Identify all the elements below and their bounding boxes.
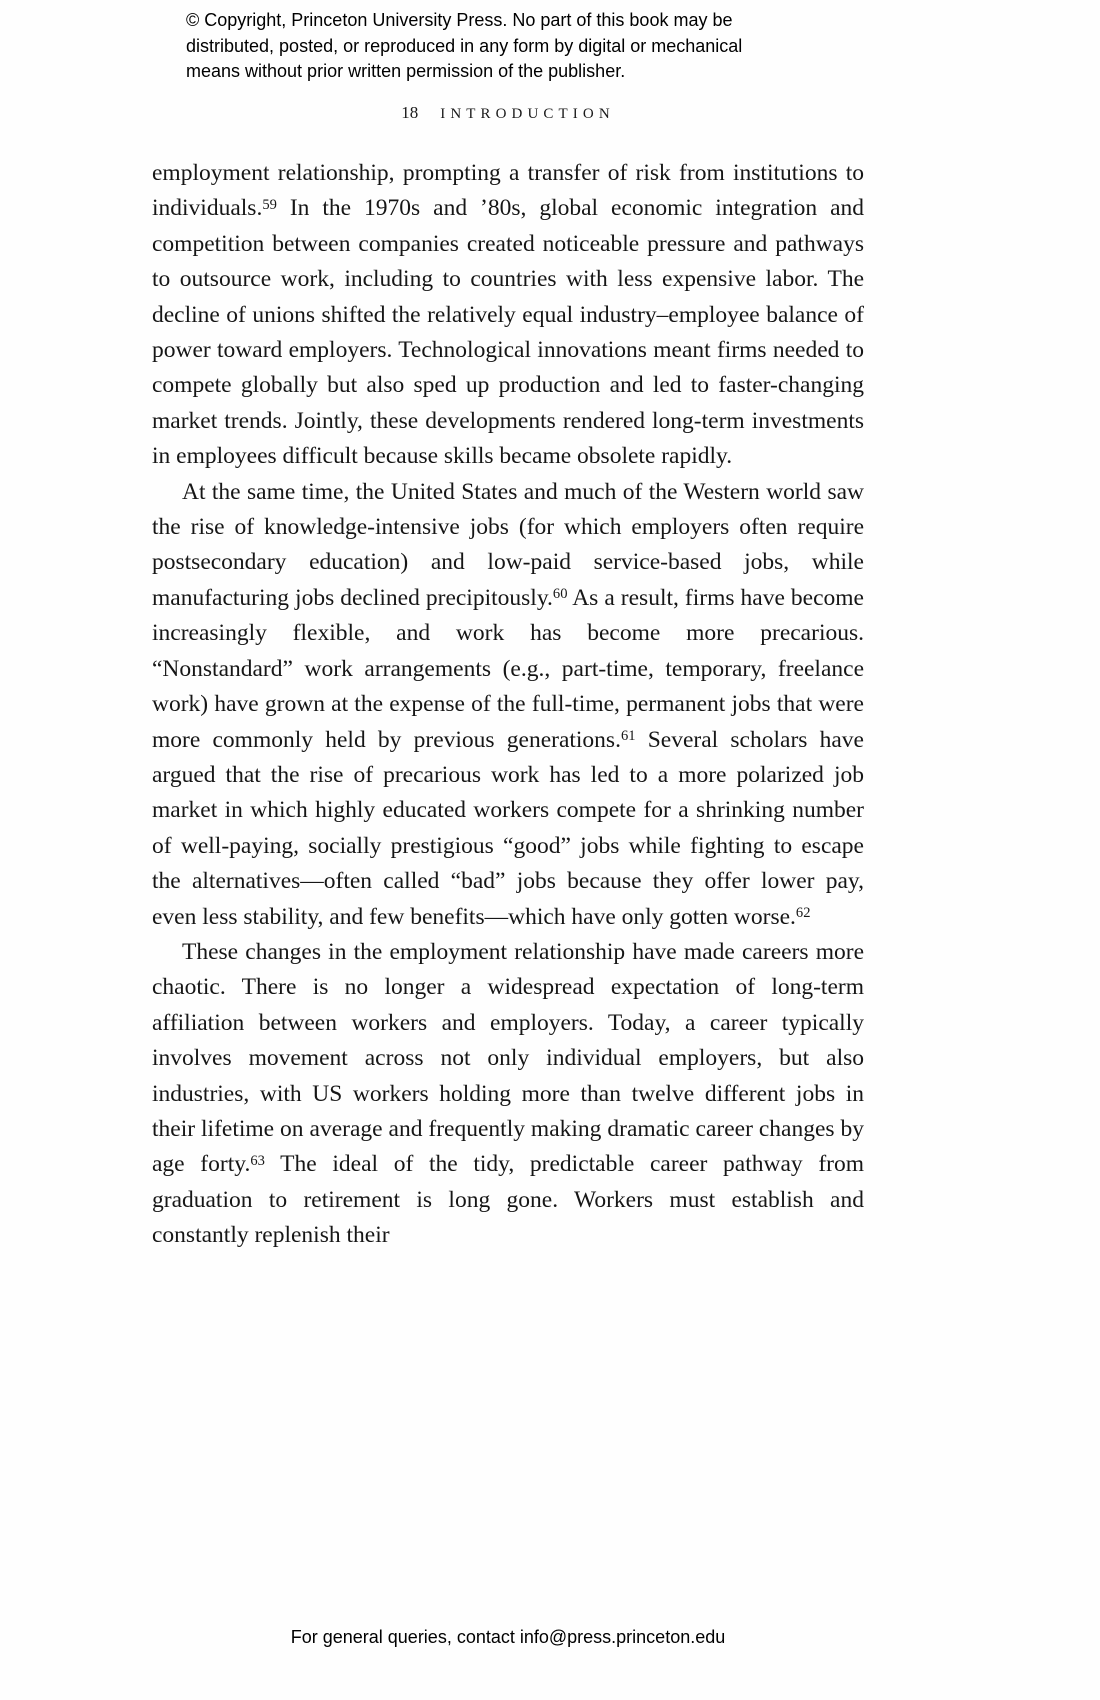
paragraph [152,156,864,475]
text-run: As a result, firms have become increasingly flexible, and work has become more precarious. “Nonstandard” work arrangements (e.g., part-time, temporary, freelance work) have grown at the expense of the full-time, permanent jobs that were more commonly held by previous generations. [152,584,864,753]
footnote-marker: 59 [262,196,277,213]
footer-contact: For general queries, contact info@press.princeton.edu [290,1627,726,1647]
paragraph [152,475,864,935]
section-title: INTRODUCTION [440,106,615,122]
copyright-notice [186,8,866,85]
running-head [152,103,864,123]
footnote-marker: 63 [250,1152,265,1169]
footnote-marker: 61 [620,727,636,744]
copyright-line: distributed, posted, or reproduced in any form by digital or mechanical [186,35,743,56]
page-number: 18 [401,103,419,122]
text-run: These changes in the employment relationship have made careers more chaotic. There is no longer a widespread expectation of long-term affiliation between workers and employers. Today, a career typically involves movement across not only individual employers, but also industries, with US workers holding more than twelve different jobs in their lifetime on average and frequently making dramatic career changes by age forty. [152,938,864,1178]
footnote-marker: 62 [795,904,811,921]
paragraph [152,935,864,1254]
text-run: At the same time, the United States and much of the Western world saw the rise of knowledge-intensive jobs (for which employers often require postsecondary education) and low-paid service-based jobs, while manufacturing jobs declined precipitously. [152,478,864,611]
copyright-line: means without prior written permission of the publisher. [186,61,626,81]
footnote-marker: 60 [552,586,568,603]
text-run: employment relationship, prompting a transfer of risk from institutions to individuals. [152,160,864,222]
body-text [152,156,864,1254]
copyright-line: © Copyright, Princeton University Press. No part of this book may be [186,10,733,30]
text-run: Several scholars have argued that the rise of precarious work has led to a more polarized job market in which highly educated workers compete for a shrinking number of well-paying, socially prestigious “good” jobs while fighting to escape the alternatives—often called “bad” jobs because they offer lower pay, even less stability, and few benefits—which have only gotten worse. [152,726,864,930]
text-run: In the 1970s and ’80s, global economic integration and competition between companies created noticeable pressure and pathways to outsource work, including to countries with less expensive labor. The decline of unions shifted the relatively equal industry–employee balance of power toward employers. Technological innovations meant firms needed to compete globally but also sped up production and led to faster-changing market trends. Jointly, these developments rendered long-term investments in employees difficult because skills became obsolete rapidly. [152,195,864,470]
text-run: The ideal of the tidy, predictable career pathway from graduation to retirement is long gone. Workers must establish and constantly replenish their [152,1151,865,1249]
